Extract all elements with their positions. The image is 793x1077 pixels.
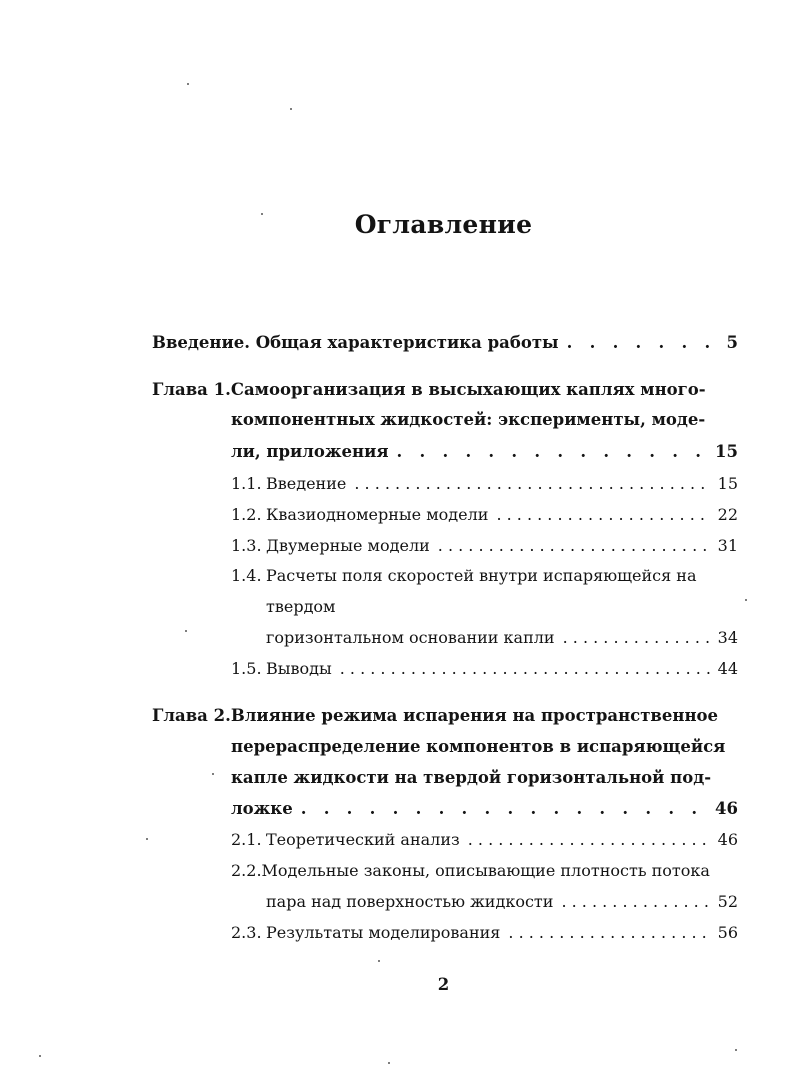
toc-page-number: 15 bbox=[715, 442, 738, 461]
section-number: 1.3. bbox=[231, 536, 262, 555]
toc-chapter1-line2 bbox=[231, 410, 706, 436]
chapter-title-line: ложке bbox=[231, 799, 293, 818]
toc-page-number: 44 bbox=[717, 659, 738, 678]
chapter-title-line: перераспределение компонентов в испаряющейся bbox=[231, 737, 726, 756]
toc-page-number: 31 bbox=[717, 536, 738, 555]
section-number: 1.4. bbox=[231, 566, 262, 585]
toc-page-number: 46 bbox=[717, 830, 738, 849]
chapter-title-line: Влияние режима испарения на пространственное bbox=[230, 706, 719, 725]
toc-section-1-4-line2 bbox=[266, 597, 466, 623]
scan-speck bbox=[378, 960, 380, 962]
section-title-line: горизонтальном основании капли bbox=[266, 628, 555, 647]
leader-dots bbox=[559, 333, 710, 352]
leader-dots bbox=[430, 536, 710, 555]
scan-speck bbox=[185, 630, 187, 632]
toc-page-number: 22 bbox=[717, 505, 738, 524]
chapter-label: Глава 1. bbox=[152, 380, 231, 399]
scan-speck bbox=[212, 773, 214, 775]
toc-title: Оглавление bbox=[354, 210, 533, 239]
section-title: Квазиодномерные модели bbox=[266, 505, 489, 524]
leader-dots bbox=[346, 474, 710, 493]
toc-chapter2-line2 bbox=[231, 737, 726, 763]
leader-dots bbox=[488, 505, 710, 524]
section-title: Теоретический анализ bbox=[266, 830, 460, 849]
leader-dots bbox=[460, 830, 710, 849]
chapter-title-line: компонентных жидкостей: эксперименты, моде- bbox=[231, 410, 706, 429]
toc-section-1-4-line3[interactable] bbox=[266, 628, 738, 654]
scan-speck bbox=[735, 1049, 737, 1051]
scan-speck bbox=[261, 213, 263, 215]
leader-dots bbox=[555, 628, 710, 647]
toc-chapter1-line3[interactable] bbox=[231, 442, 738, 468]
scan-speck bbox=[146, 838, 148, 840]
toc-chapter2-line1[interactable] bbox=[152, 706, 719, 732]
scan-speck bbox=[39, 1055, 41, 1057]
section-title: Двумерные модели bbox=[266, 536, 430, 555]
toc-page-number: 34 bbox=[717, 628, 738, 647]
scan-speck bbox=[290, 108, 292, 110]
leader-dots bbox=[332, 659, 710, 678]
section-title: Введение bbox=[266, 474, 347, 493]
section-number: 1.5. bbox=[231, 659, 262, 678]
toc-entry-text: Введение. Общая характеристика работы bbox=[152, 333, 559, 352]
scan-speck bbox=[388, 1062, 390, 1064]
section-title-line: Расчеты поля скоростей внутри испаряющейся на bbox=[266, 566, 697, 585]
toc-page-number: 52 bbox=[717, 892, 738, 911]
toc-section-2-2-line1[interactable] bbox=[231, 861, 710, 887]
toc-section-1-5[interactable] bbox=[231, 659, 738, 685]
toc-section-1-4-line1[interactable] bbox=[231, 566, 701, 592]
toc-chapter2-line3 bbox=[231, 768, 712, 794]
toc-page-number: 56 bbox=[717, 923, 738, 942]
toc-page-number: 5 bbox=[726, 333, 738, 352]
chapter-title-line: Самоорганизация в высыхающих каплях много- bbox=[230, 380, 706, 399]
scan-speck bbox=[187, 83, 189, 85]
leader-dots bbox=[500, 923, 710, 942]
toc-section-1-2[interactable] bbox=[231, 505, 738, 531]
section-number: 2.1. bbox=[231, 830, 262, 849]
page-number: 2 bbox=[437, 975, 450, 994]
toc-section-1-3[interactable] bbox=[231, 536, 738, 562]
toc-chapter1-line1[interactable] bbox=[152, 380, 706, 406]
scan-speck bbox=[745, 599, 747, 601]
toc-section-1-1[interactable] bbox=[231, 474, 738, 500]
chapter-title-line: ли, приложения bbox=[231, 442, 389, 461]
section-number: 1.2. bbox=[231, 505, 262, 524]
toc-section-2-3[interactable] bbox=[231, 923, 738, 949]
section-number: 1.1. bbox=[231, 474, 262, 493]
leader-dots bbox=[389, 442, 710, 461]
chapter-title-line: капле жидкости на твердой горизонтальной под- bbox=[231, 768, 712, 787]
section-title-line: твердом bbox=[266, 597, 336, 616]
section-title-line: пара над поверхностью жидкости bbox=[266, 892, 554, 911]
section-title: Результаты моделирования bbox=[266, 923, 501, 942]
section-number: 2.3. bbox=[231, 923, 262, 942]
toc-entry-intro[interactable] bbox=[152, 333, 738, 359]
toc-section-2-1[interactable] bbox=[231, 830, 738, 856]
section-title: Выводы bbox=[266, 659, 332, 678]
chapter-label: Глава 2. bbox=[152, 706, 231, 725]
leader-dots bbox=[293, 799, 710, 818]
section-title-line: Модельные законы, описывающие плотность потока bbox=[261, 861, 710, 880]
toc-chapter2-line4[interactable] bbox=[231, 799, 738, 825]
section-number: 2.2. bbox=[231, 861, 262, 880]
toc-section-2-2-line2[interactable] bbox=[266, 892, 738, 918]
toc-page-number: 15 bbox=[717, 474, 738, 493]
leader-dots bbox=[553, 892, 710, 911]
toc-page-number: 46 bbox=[715, 799, 738, 818]
